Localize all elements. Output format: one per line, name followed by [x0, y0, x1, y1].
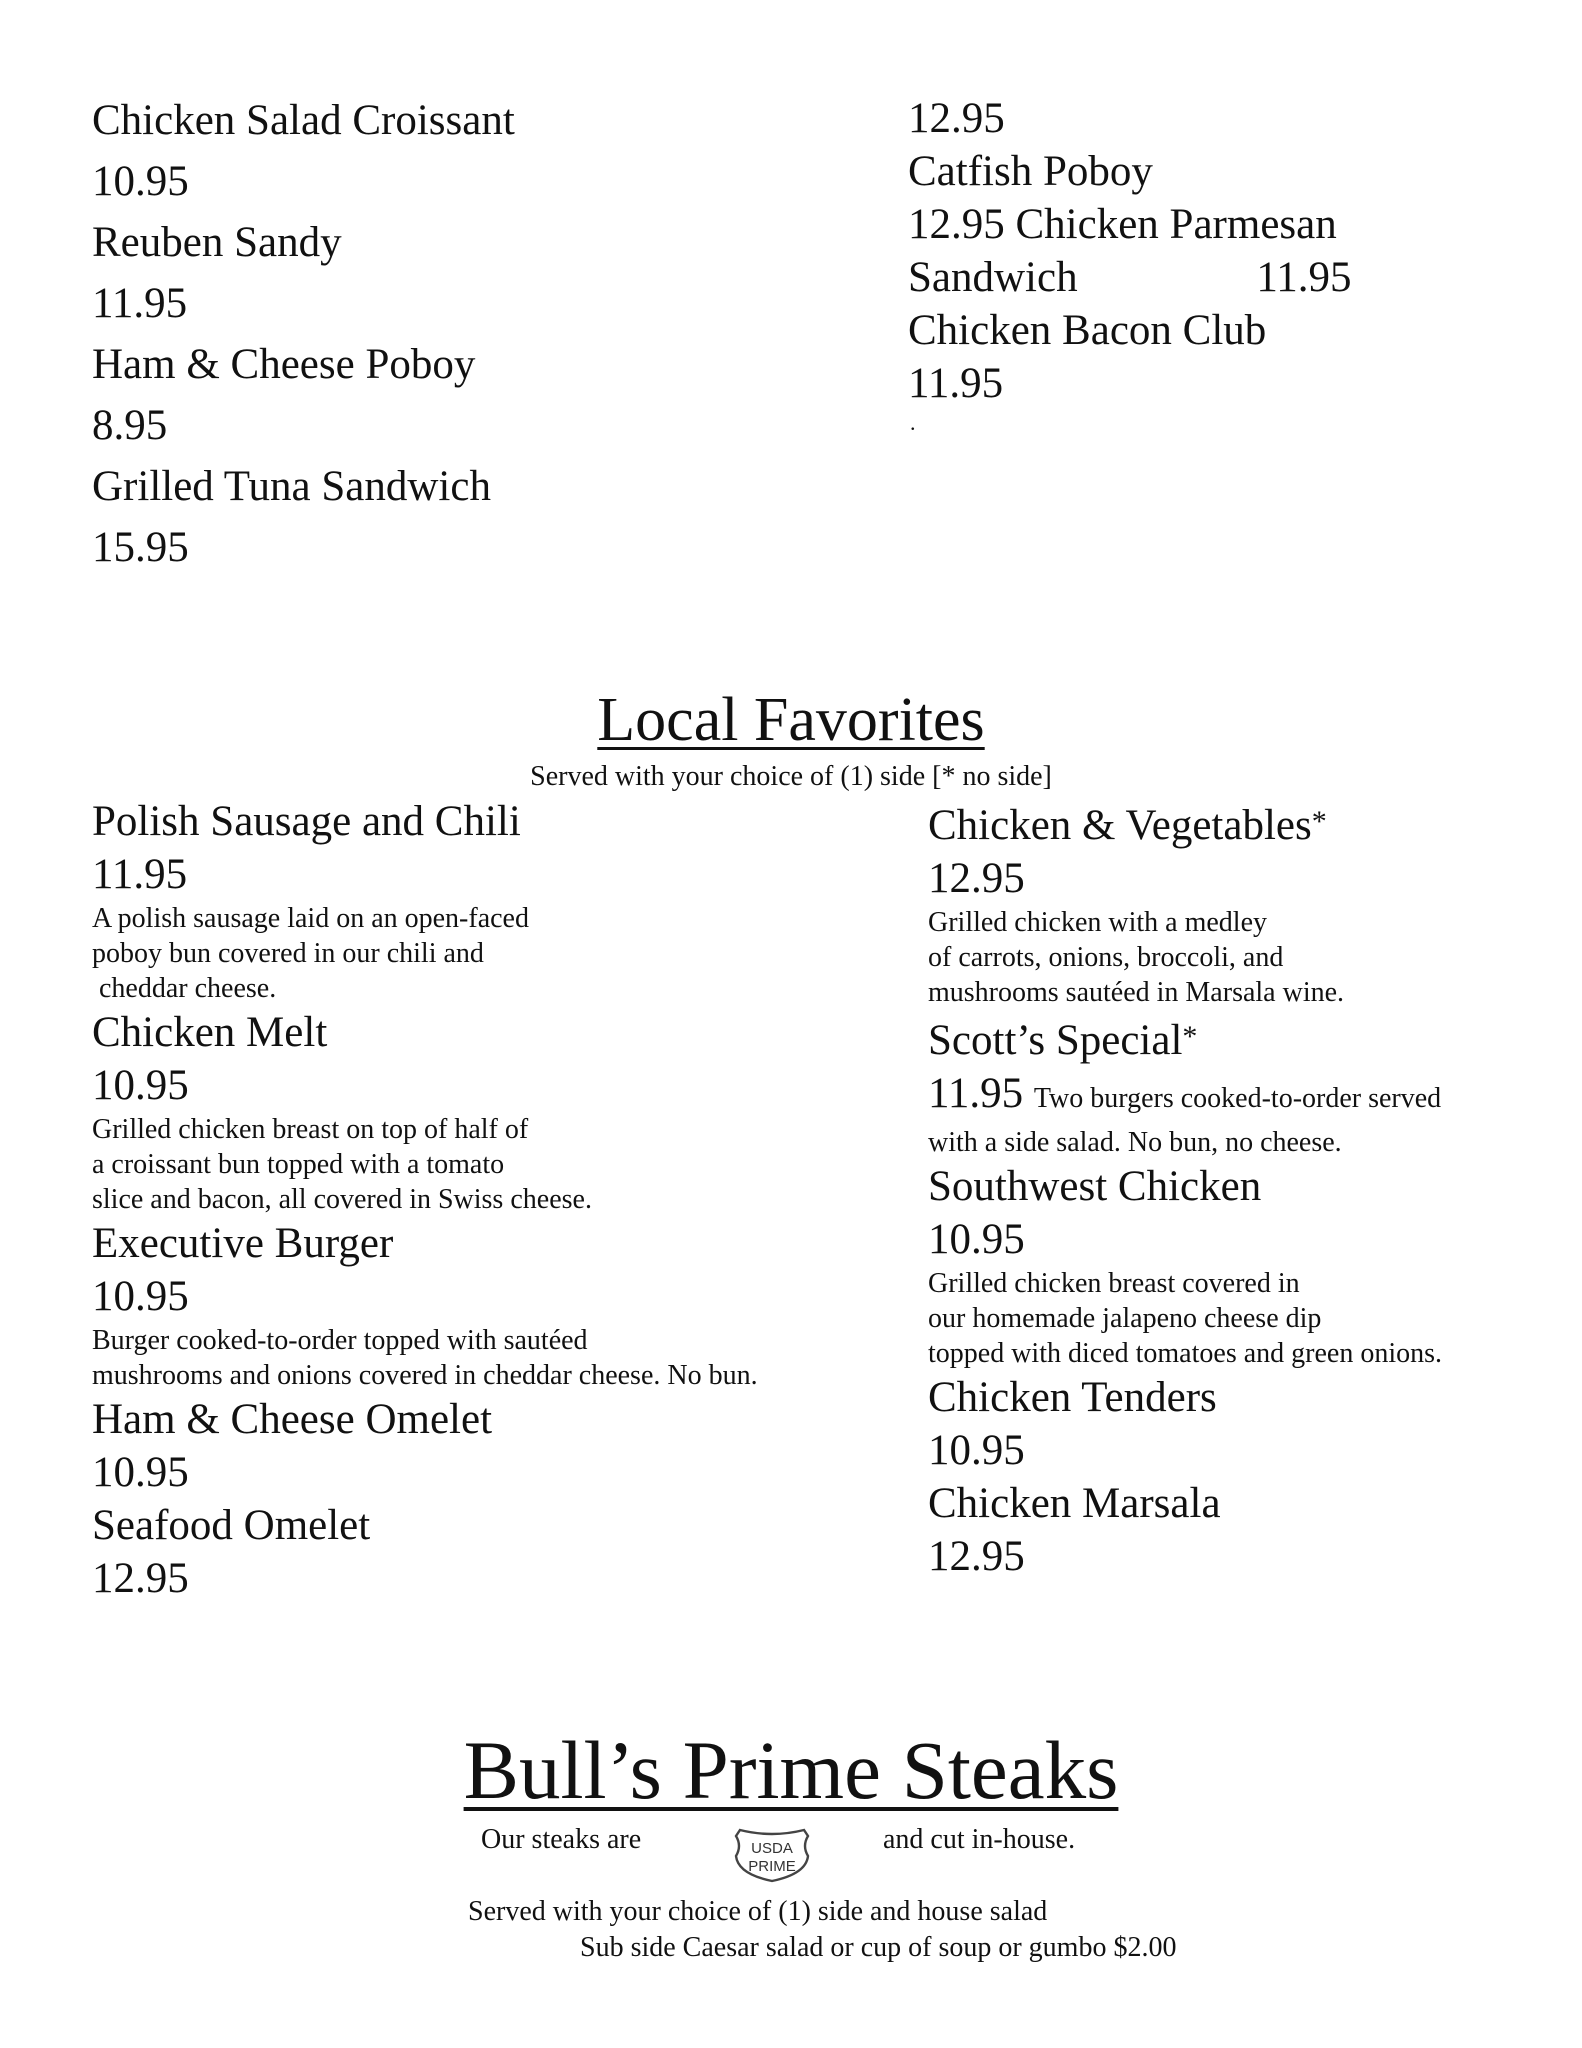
menu-item-name: Chicken Melt: [92, 1009, 328, 1056]
menu-item-description: with a side salad. No bun, no cheese.: [928, 1127, 1342, 1158]
menu-item-description: Two burgers cooked-to-order served: [1033, 1083, 1442, 1114]
menu-item: [92, 795, 758, 1006]
menu-item: [928, 1160, 1442, 1371]
top-right-column: [908, 92, 1352, 436]
section-subtitle: Served with your choice of (1) side [* no side]: [530, 761, 1052, 792]
menu-item-price: 12.95: [92, 1555, 189, 1602]
menu-item-price: 15.95: [92, 524, 189, 571]
menu-item-name: Seafood Omelet: [92, 1502, 371, 1549]
menu-item-name-line: [928, 1010, 1442, 1067]
menu-item-price: 8.95: [92, 402, 168, 449]
stray-dot: .: [910, 410, 916, 435]
menu-item-price: 11.95: [92, 280, 188, 327]
steaks-line-right: and cut in-house.: [883, 1824, 1076, 1855]
menu-item-price: 11.95: [92, 851, 188, 898]
menu-item-price: 10.95: [928, 1216, 1025, 1263]
menu-item: [928, 1371, 1442, 1477]
menu-item-name: Chicken Bacon Club: [908, 307, 1267, 354]
menu-item-name: Chicken & Vegetables: [928, 802, 1312, 849]
menu-item-description: poboy bun covered in our chili and: [92, 938, 484, 969]
menu-item-price: 12.95: [908, 95, 1005, 142]
menu-item: [92, 1217, 758, 1393]
section-title-prime-steaks: Bull’s Prime Steaks: [463, 1724, 1119, 1816]
top-left-column: [92, 90, 515, 578]
menu-item-name: Chicken Parmesan: [1015, 201, 1337, 248]
menu-item-name: Sandwich: [908, 254, 1078, 301]
menu-item-price: 12.95: [928, 855, 1025, 902]
menu-item-line: [908, 251, 1352, 304]
steaks-sub-note: Sub side Caesar salad or cup of soup or gumbo $2.00: [580, 1932, 1177, 1963]
menu-item-name: Grilled Tuna Sandwich: [92, 463, 491, 510]
menu-item-description: a croissant bun topped with a tomato: [92, 1149, 505, 1180]
menu-item-price: 11.95: [908, 360, 1004, 407]
menu-item-price: 10.95: [92, 1273, 189, 1320]
menu-item-name: Southwest Chicken: [928, 1163, 1262, 1210]
menu-item-name: Scott’s Special: [928, 1017, 1183, 1064]
usda-prime-badge-icon: [728, 1826, 816, 1884]
menu-item-description: mushrooms and onions covered in cheddar cheese. No bun.: [92, 1360, 758, 1391]
menu-item-line: [908, 198, 1352, 251]
menu-item-price: 10.95: [92, 158, 189, 205]
menu-item-name: Polish Sausage and Chili: [92, 798, 521, 845]
menu-item-name: Catfish Poboy: [908, 148, 1153, 195]
menu-item-price: 11.95: [1256, 254, 1352, 301]
no-side-asterisk: *: [1182, 1020, 1198, 1053]
menu-item-price: 12.95: [908, 201, 1005, 248]
menu-item-description: mushrooms sautéed in Marsala wine.: [928, 977, 1345, 1008]
menu-item: [92, 1006, 758, 1217]
menu-item-price-line: [928, 1067, 1442, 1125]
menu-item: [92, 1393, 758, 1499]
menu-item-price: 10.95: [92, 1449, 189, 1496]
menu-item-name: Ham & Cheese Poboy: [92, 341, 476, 388]
menu-item-description: A polish sausage laid on an open-faced: [92, 903, 529, 934]
menu-item-description: slice and bacon, all covered in Swiss cheese.: [92, 1184, 592, 1215]
menu-item-price: 12.95: [928, 1533, 1025, 1580]
menu-item-description: cheddar cheese.: [92, 973, 277, 1004]
menu-item-description: Grilled chicken breast covered in: [928, 1268, 1300, 1299]
menu-item-price: 11.95: [928, 1070, 1024, 1117]
menu-item-description: of carrots, onions, broccoli, and: [928, 942, 1284, 973]
menu-item-name-line: [928, 795, 1442, 852]
menu-item-price: 10.95: [92, 1062, 189, 1109]
menu-item-name: Chicken Tenders: [928, 1374, 1217, 1421]
menu-item-description: topped with diced tomatoes and green onions.: [928, 1338, 1442, 1369]
menu-item-description: Grilled chicken with a medley: [928, 907, 1267, 938]
menu-item: [92, 1499, 758, 1605]
menu-item-name: Reuben Sandy: [92, 219, 342, 266]
section-title-local-favorites: Local Favorites: [597, 686, 985, 754]
menu-item: [928, 795, 1442, 1010]
local-left-column: [92, 795, 758, 1605]
menu-item-name: Ham & Cheese Omelet: [92, 1396, 493, 1443]
menu-item-name: Chicken Salad Croissant: [92, 97, 515, 144]
menu-item-description: Grilled chicken breast on top of half of: [92, 1114, 529, 1145]
steaks-line-left: Our steaks are: [481, 1824, 642, 1855]
menu-item-price: 10.95: [928, 1427, 1025, 1474]
menu-item-name: Chicken Marsala: [928, 1480, 1221, 1527]
local-right-column: [928, 795, 1442, 1583]
menu-item: [928, 1010, 1442, 1160]
menu-item-description: our homemade jalapeno cheese dip: [928, 1303, 1322, 1334]
no-side-asterisk: *: [1311, 805, 1327, 838]
badge-text-usda: USDA: [751, 1840, 793, 1857]
steaks-served-note: Served with your choice of (1) side and house salad: [468, 1896, 1048, 1927]
menu-item: [928, 1477, 1442, 1583]
menu-item-description: Burger cooked-to-order topped with sautéed: [92, 1325, 588, 1356]
menu-item-name: Executive Burger: [92, 1220, 394, 1267]
badge-text-prime: PRIME: [748, 1858, 796, 1875]
